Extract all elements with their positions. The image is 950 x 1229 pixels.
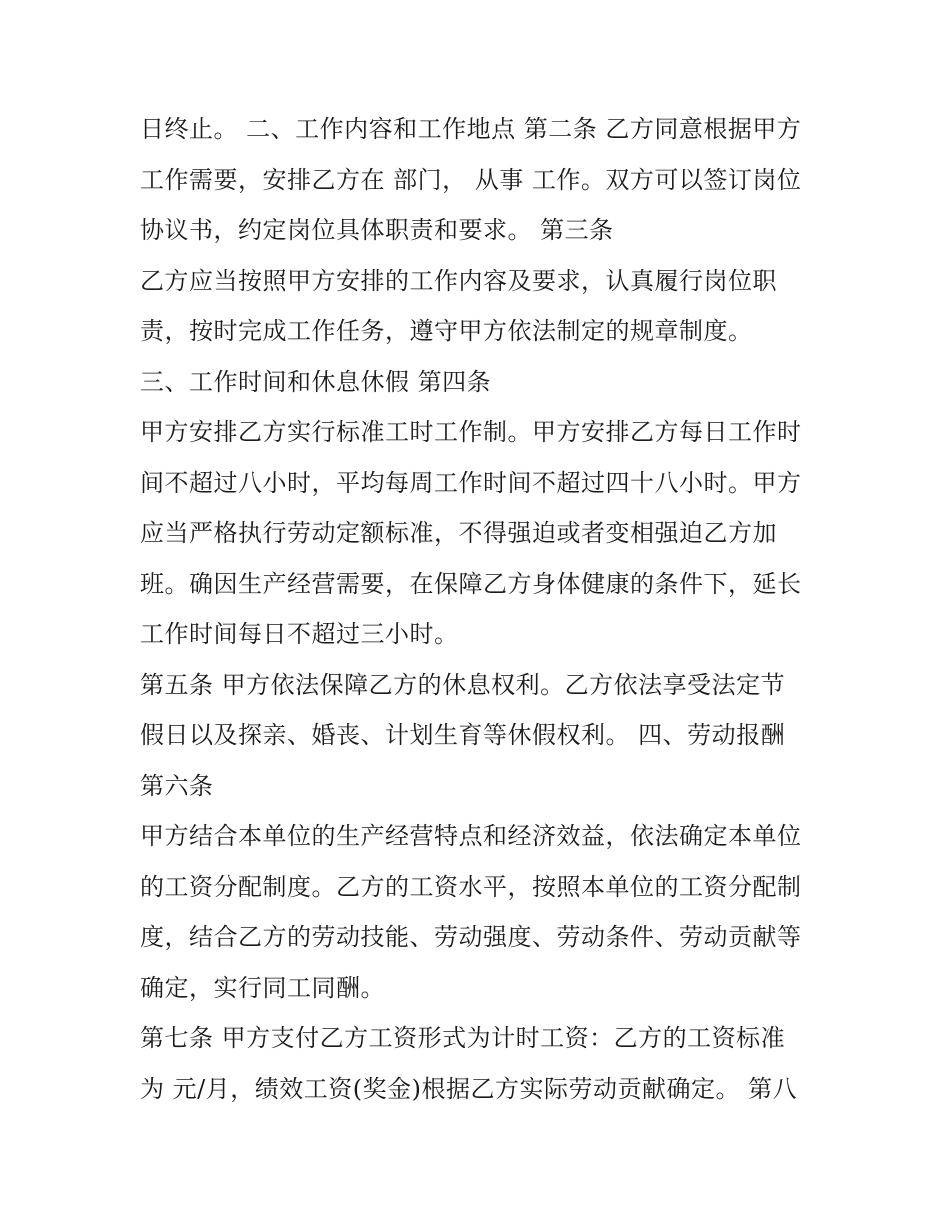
paragraph-article-4 <box>140 407 820 660</box>
text-line: 第六条 <box>140 771 214 800</box>
text-line: 间不超过八小时，平均每周工作时间不超过四十八小时。甲方 <box>140 468 802 497</box>
text-line: 度，结合乙方的劳动技能、劳动强度、劳动条件、劳动贡献等 <box>140 923 802 951</box>
paragraph-article-6 <box>140 811 820 1013</box>
text-line: 工作需要，安排乙方在 部门， 从事 工作。双方可以签订岗位 <box>140 165 802 194</box>
text-line: 日终止。 二、工作内容和工作地点 第二条 乙方同意根据甲方 <box>140 115 802 143</box>
text-line: 责，按时完成工作任务，遵守甲方依法制定的规章制度。 <box>140 317 753 345</box>
section-heading-working-hours <box>140 357 820 408</box>
text-line: 第五条 甲方依法保障乙方的休息权利。乙方依法享受法定节 <box>140 670 786 699</box>
text-line: 确定，实行同工同酬。 <box>140 973 385 1002</box>
text-line: 班。确因生产经营需要，在保障乙方身体健康的条件下，延长 <box>140 569 802 598</box>
text-line: 为 元/月，绩效工资(奖金)根据乙方实际劳动贡献确定。 第八 <box>140 1074 798 1103</box>
document-body <box>140 104 820 1114</box>
text-line: 甲方结合本单位的生产经营特点和经济效益，依法确定本单位 <box>140 822 802 850</box>
text-line: 协议书，约定岗位具体职责和要求。 第三条 <box>140 216 614 244</box>
text-line: 甲方安排乙方实行标准工时工作制。甲方安排乙方每日工作时 <box>140 418 802 446</box>
paragraph-article-5 <box>140 660 820 812</box>
text-line: 的工资分配制度。乙方的工资水平，按照本单位的工资分配制 <box>140 872 802 901</box>
text-line: 应当严格执行劳动定额标准，不得强迫或者变相强迫乙方加 <box>140 519 777 547</box>
text-line: 三、工作时间和休息休假 第四条 <box>140 367 492 396</box>
text-line: 第七条 甲方支付乙方工资形式为计时工资：乙方的工资标准 <box>140 1024 786 1052</box>
text-line: 乙方应当按照甲方安排的工作内容及要求，认真履行岗位职 <box>140 266 777 295</box>
paragraph-termination-and-article-2 <box>140 104 820 256</box>
text-line: 工作时间每日不超过三小时。 <box>140 620 459 648</box>
paragraph-article-7 <box>140 1013 820 1114</box>
paragraph-article-3 <box>140 256 820 357</box>
text-line: 假日以及探亲、婚丧、计划生育等休假权利。 四、劳动报酬 <box>140 721 786 749</box>
